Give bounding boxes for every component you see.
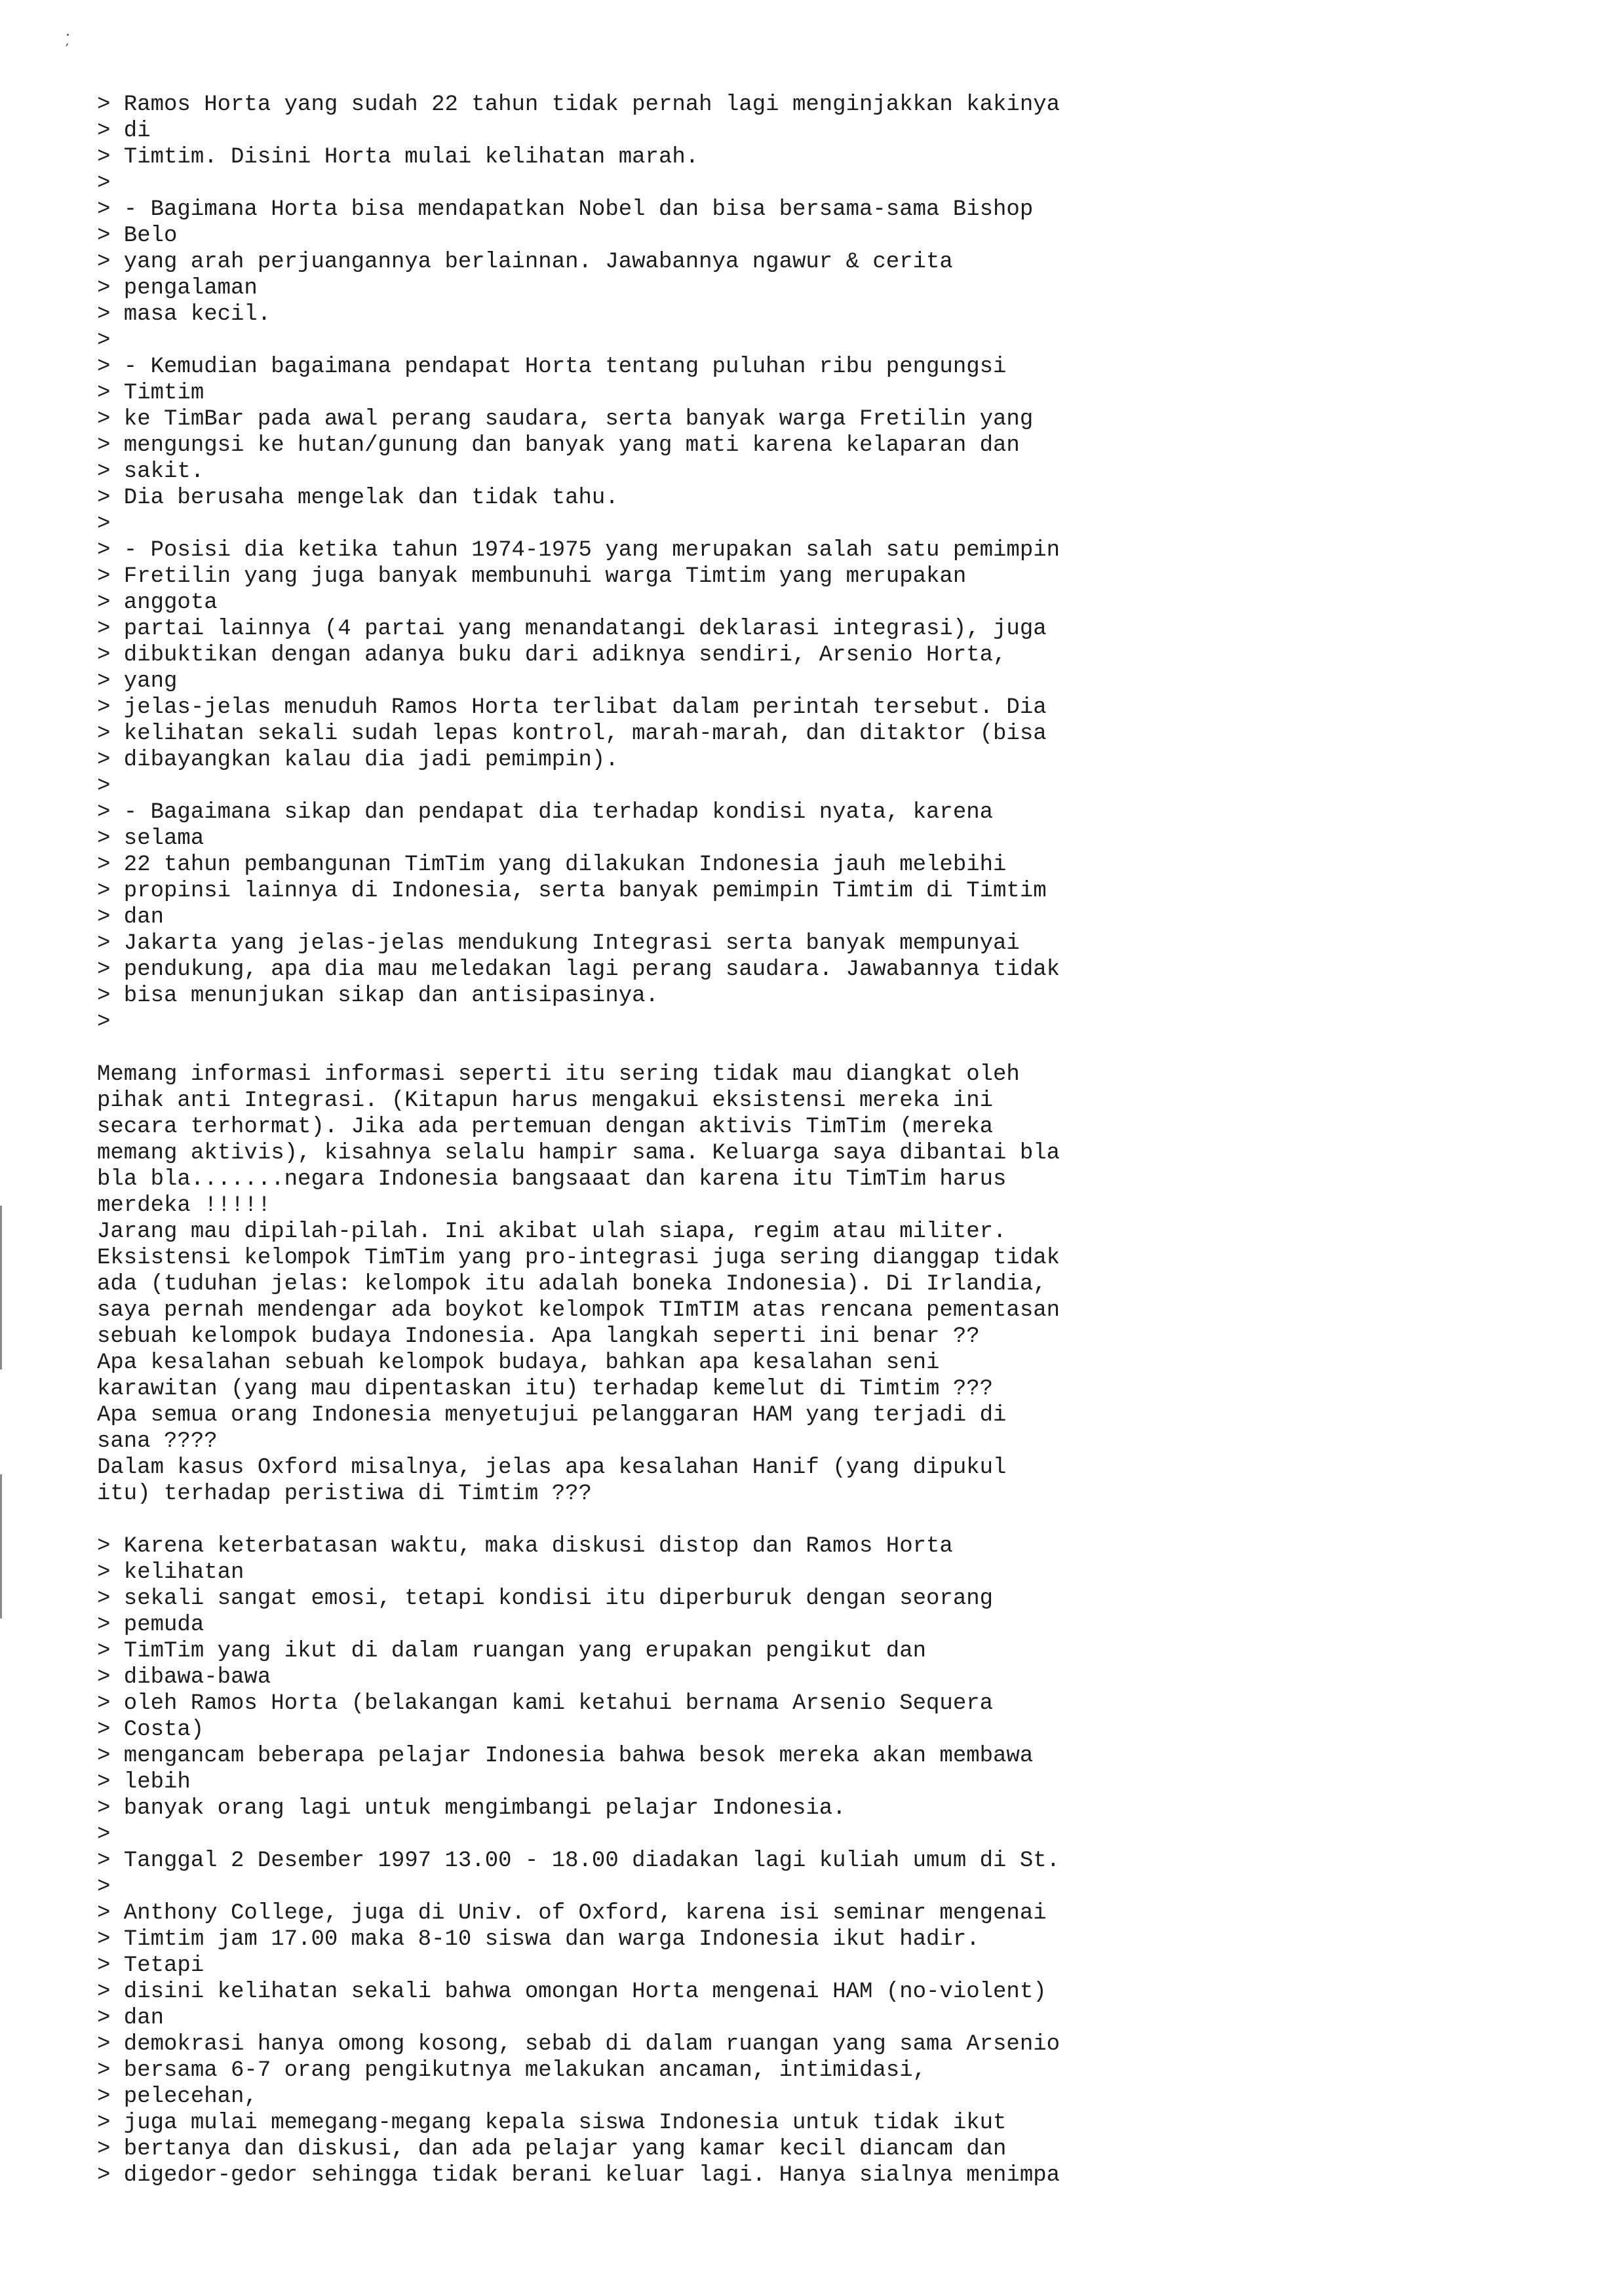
reply-line: Eksistensi kelompok TimTim yang pro-integrasi juga sering dianggap tidak xyxy=(97,1246,1060,1271)
scan-edge-shadow xyxy=(0,1474,2,1618)
quoted-line: > juga mulai memegang-megang kepala siswa Indonesia untuk tidak ikut xyxy=(97,2111,1007,2135)
reply-line: Dalam kasus Oxford misalnya, jelas apa kesalahan Hanif (yang dipukul xyxy=(97,1455,1007,1480)
reply-line: bla bla.......negara Indonesia bangsaaat dan karena itu TimTim harus xyxy=(97,1167,1007,1192)
quoted-line: > jelas-jelas menuduh Ramos Horta terlibat dalam perintah tersebut. Dia xyxy=(97,695,1047,720)
quoted-line: > disini kelihatan sekali bahwa omongan Horta mengenai HAM (no-violent) xyxy=(97,1980,1047,2004)
quoted-line: > xyxy=(97,328,111,353)
quoted-line: > kelihatan sekali sudah lepas kontrol, marah-marah, dan ditaktor (bisa xyxy=(97,721,1047,746)
quoted-line: > 22 tahun pembangunan TimTim yang dilakukan Indonesia jauh melebihi xyxy=(97,852,1007,877)
quoted-line: > propinsi lainnya di Indonesia, serta banyak pemimpin Timtim di Timtim xyxy=(97,879,1047,904)
quoted-line: > dibuktikan dengan adanya buku dari adiknya sendiri, Arsenio Horta, xyxy=(97,643,1007,668)
reply-line: Apa semua orang Indonesia menyetujui pelanggaran HAM yang terjadi di xyxy=(97,1403,1007,1428)
quoted-line: > Dia berusaha mengelak dan tidak tahu. xyxy=(97,486,619,510)
quoted-line: > Tanggal 2 Desember 1997 13.00 - 18.00 diadakan lagi kuliah umum di St. xyxy=(97,1848,1060,1873)
quoted-line: > - Bagimana Horta bisa mendapatkan Nobel dan bisa bersama-sama Bishop xyxy=(97,197,1034,222)
quoted-line: > Fretilin yang juga banyak membunuhi warga Timtim yang merupakan xyxy=(97,564,967,589)
quoted-line: > banyak orang lagi untuk mengimbangi pelajar Indonesia. xyxy=(97,1796,846,1821)
quoted-line: > partai lainnya (4 partai yang menandatangi deklarasi integrasi), juga xyxy=(97,617,1047,641)
quoted-line: > - Kemudian bagaimana pendapat Horta tentang puluhan ribu pengungsi xyxy=(97,354,1007,379)
reply-line: Apa kesalahan sebuah kelompok budaya, bahkan apa kesalahan seni xyxy=(97,1350,940,1375)
quoted-line: > yang arah perjuangannya berlainnan. Jawabannya ngawur & cerita xyxy=(97,250,953,275)
quoted-line: > mengancam beberapa pelajar Indonesia bahwa besok mereka akan membawa xyxy=(97,1744,1034,1769)
reply-line: pihak anti Integrasi. (Kitapun harus mengakui eksistensi mereka ini xyxy=(97,1088,994,1113)
reply-line: sana ???? xyxy=(97,1429,218,1454)
reply-line: karawitan (yang mau dipentaskan itu) terhadap kemelut di Timtim ??? xyxy=(97,1377,994,1402)
quoted-line: > demokrasi hanya omong kosong, sebab di dalam ruangan yang sama Arsenio xyxy=(97,2032,1060,2057)
quoted-line: > bersama 6-7 orang pengikutnya melakukan ancaman, intimidasi, xyxy=(97,2058,927,2083)
quoted-line: > lebih xyxy=(97,1770,191,1795)
quoted-line: > oleh Ramos Horta (belakangan kami ketahui bernama Arsenio Sequera xyxy=(97,1691,994,1716)
quoted-line: > dan xyxy=(97,2006,165,2031)
quoted-line: > pemuda xyxy=(97,1613,204,1637)
quoted-line: > Karena keterbatasan waktu, maka diskusi distop dan Ramos Horta xyxy=(97,1534,953,1559)
quoted-line: > pengalaman xyxy=(97,276,258,301)
quoted-line: > Anthony College, juga di Univ. of Oxford, karena isi seminar mengenai xyxy=(97,1901,1047,1926)
quoted-line: > ke TimBar pada awal perang saudara, serta banyak warga Fretilin yang xyxy=(97,407,1034,432)
quoted-line: > xyxy=(97,512,111,537)
reply-line: memang aktivis), kisahnya selalu hampir sama. Keluarga saya dibantai bla xyxy=(97,1141,1060,1166)
quoted-line: > anggota xyxy=(97,590,218,615)
quoted-line: > dan xyxy=(97,905,165,930)
quoted-line: > Ramos Horta yang sudah 22 tahun tidak pernah lagi menginjakkan kakinya xyxy=(97,92,1060,117)
reply-line: itu) terhadap peristiwa di Timtim ??? xyxy=(97,1482,592,1506)
quoted-line: > kelihatan xyxy=(97,1560,244,1585)
quoted-line: > Timtim xyxy=(97,381,204,406)
reply-line: merdeka !!!!! xyxy=(97,1193,271,1218)
quoted-line: > xyxy=(97,1875,111,1900)
quoted-line: > Timtim jam 17.00 maka 8-10 siswa dan warga Indonesia ikut hadir. xyxy=(97,1927,980,1952)
quoted-line: > pelecehan, xyxy=(97,2084,258,2109)
quoted-line: > xyxy=(97,1822,111,1847)
quoted-line: > Belo xyxy=(97,223,178,248)
reply-line: ada (tuduhan jelas: kelompok itu adalah boneka Indonesia). Di Irlandia, xyxy=(97,1272,1047,1297)
quoted-line: > bertanya dan diskusi, dan ada pelajar yang kamar kecil diancam dan xyxy=(97,2137,1007,2162)
quoted-line: > Tetapi xyxy=(97,1953,204,1978)
email-body-text xyxy=(97,92,1060,2189)
reply-line: Jarang mau dipilah-pilah. Ini akibat ulah siapa, regim atau militer. xyxy=(97,1219,1007,1244)
quoted-line: > masa kecil. xyxy=(97,302,271,327)
quoted-line: > bisa menunjukan sikap dan antisipasinya. xyxy=(97,984,659,1008)
scan-edge-shadow xyxy=(0,1206,2,1369)
quoted-line: > dibayangkan kalau dia jadi pemimpin). xyxy=(97,748,619,773)
quoted-line: > mengungsi ke hutan/gunung dan banyak yang mati karena kelaparan dan xyxy=(97,433,1020,458)
quoted-line: > xyxy=(97,171,111,196)
quoted-line: > xyxy=(97,774,111,799)
quoted-line: > pendukung, apa dia mau meledakan lagi perang saudara. Jawabannya tidak xyxy=(97,957,1060,982)
quoted-line: > di xyxy=(97,119,151,144)
quoted-line: > sakit. xyxy=(97,459,204,484)
quoted-line: > TimTim yang ikut di dalam ruangan yang erupakan pengikut dan xyxy=(97,1639,927,1664)
quoted-line: > Costa) xyxy=(97,1717,204,1742)
quoted-line: > digedor-gedor sehingga tidak berani keluar lagi. Hanya sialnya menimpa xyxy=(97,2163,1060,2188)
reply-line: sebuah kelompok budaya Indonesia. Apa langkah seperti ini benar ?? xyxy=(97,1324,980,1349)
quoted-line: > - Bagaimana sikap dan pendapat dia terhadap kondisi nyata, karena xyxy=(97,800,994,825)
quoted-line: > Jakarta yang jelas-jelas mendukung Integrasi serta banyak mempunyai xyxy=(97,931,1020,956)
quoted-line: > yang xyxy=(97,669,178,694)
quoted-line: > Timtim. Disini Horta mulai kelihatan marah. xyxy=(97,145,699,170)
quoted-line: > xyxy=(97,1010,111,1035)
reply-line: saya pernah mendengar ada boykot kelompok TImTIM atas rencana pementasan xyxy=(97,1298,1060,1323)
quoted-line: > - Posisi dia ketika tahun 1974-1975 yang merupakan salah satu pemimpin xyxy=(97,538,1060,563)
reply-line: secara terhormat). Jika ada pertemuan dengan aktivis TimTim (mereka xyxy=(97,1115,994,1139)
reply-line: Memang informasi informasi seperti itu sering tidak mau diangkat oleh xyxy=(97,1062,1020,1087)
quoted-line: > dibawa-bawa xyxy=(97,1665,271,1690)
quoted-line: > selama xyxy=(97,826,204,851)
quoted-line: > sekali sangat emosi, tetapi kondisi itu diperburuk dengan seorang xyxy=(97,1586,994,1611)
scan-speck-mark: · ′ xyxy=(66,28,70,58)
